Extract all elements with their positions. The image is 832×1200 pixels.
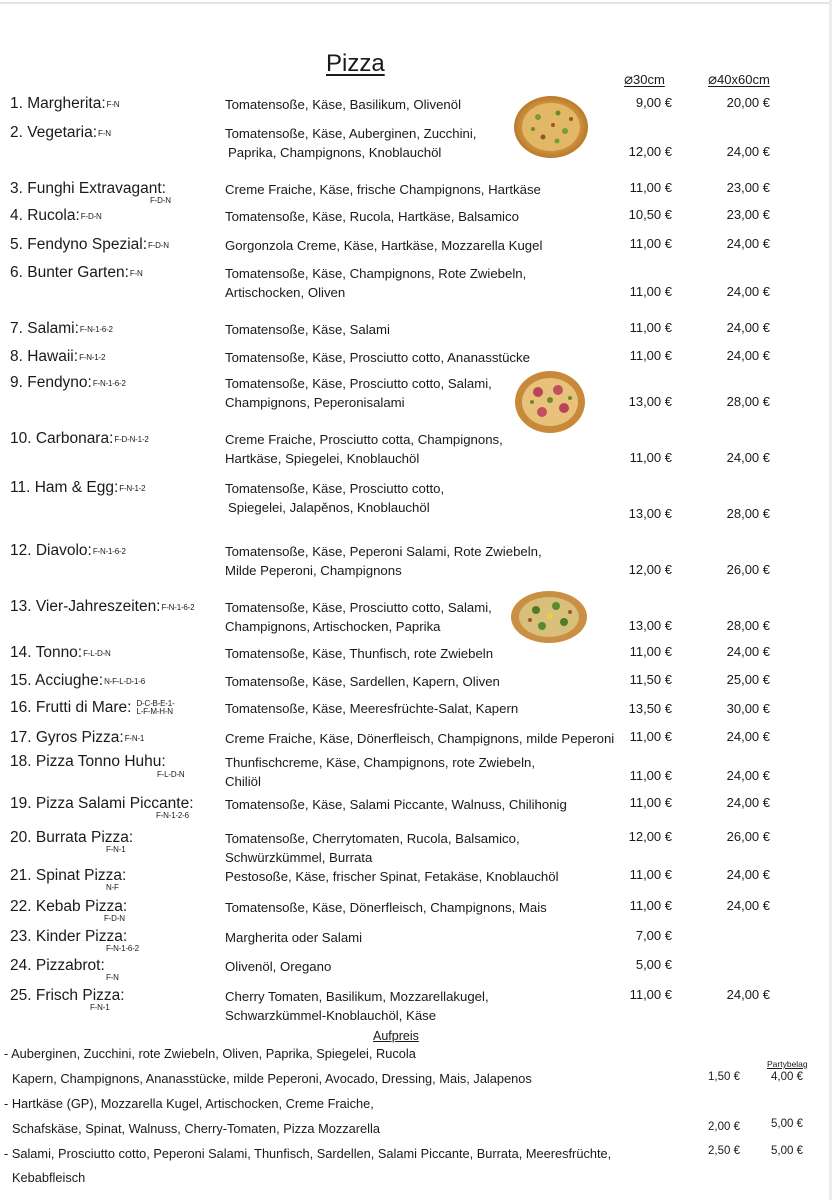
item-name: [10, 348, 105, 367]
item-name: [10, 928, 127, 946]
extras-price: 1,50 €: [708, 1071, 740, 1083]
price-30cm: 7,00 €: [635, 928, 672, 943]
item-description: [225, 898, 547, 917]
allergen-code: N-F: [106, 883, 119, 892]
item-name-text: 25. Frisch Pizza:: [10, 987, 125, 1004]
price-40x60cm: 23,00 €: [726, 207, 770, 222]
item-name-text: 21. Spinat Pizza:: [10, 867, 127, 884]
description-line: Margherita oder Salami: [225, 930, 363, 945]
price-30cm: 11,00 €: [629, 729, 672, 744]
description-line: Olivenöl, Oregano: [225, 959, 332, 974]
item-name: [10, 753, 166, 771]
price-30cm: 12,00 €: [628, 144, 672, 159]
item-name: [10, 699, 174, 717]
price-30cm: 12,00 €: [628, 562, 672, 577]
item-description: [225, 95, 461, 114]
item-description: [225, 928, 362, 947]
description-line: Champignons, Artischocken, Paprika: [225, 619, 441, 634]
price-30cm: 11,00 €: [629, 644, 672, 659]
item-description: [225, 957, 331, 976]
allergen-code: F-N-1-6-2: [79, 325, 113, 334]
item-description: [225, 795, 567, 814]
item-name-text: 12. Diavolo:: [10, 542, 92, 559]
extras-line: Schafskäse, Spinat, Walnuss, Cherry-Tomaten, Pizza Mozzarella: [12, 1121, 380, 1136]
item-name-text: 11. Ham & Egg:: [10, 479, 119, 496]
allergen-code: F-N-1-6-2: [106, 944, 139, 953]
allergen-code: F-N-1-2: [79, 353, 106, 362]
extras-party-price: 5,00 €: [771, 1118, 803, 1130]
allergen-code: F-N: [129, 269, 143, 278]
item-description: [225, 348, 530, 367]
item-description: [225, 753, 535, 791]
price-40x60cm: 28,00 €: [726, 394, 770, 409]
item-name: [10, 95, 119, 114]
price-30cm: 11,00 €: [629, 348, 672, 363]
extras-title: Aufpreis: [373, 1029, 419, 1043]
allergen-code: F-N-1: [90, 1003, 110, 1012]
description-line: Tomatensoße, Käse, Prosciutto cotto, Salami,: [225, 376, 492, 391]
item-name: [10, 542, 126, 561]
description-line: Tomatensoße, Käse, Salami Piccante, Walnuss, Chilihonig: [225, 797, 567, 812]
extras-line: - Hartkäse (GP), Mozzarella Kugel, Artischocken, Creme Fraiche,: [4, 1096, 374, 1111]
item-name-text: 3. Funghi Extravagant:: [10, 180, 166, 197]
price-40x60cm: 30,00 €: [726, 701, 770, 716]
price-40x60cm: 26,00 €: [726, 829, 770, 844]
price-30cm: 11,00 €: [629, 898, 672, 913]
column-header-40x60cm: [708, 70, 770, 88]
description-line: Champignons, Peperonisalami: [225, 395, 405, 410]
price-30cm: 11,50 €: [629, 672, 672, 687]
item-name-text: 2. Vegetaria:: [10, 124, 98, 141]
item-name-text: 7. Salami:: [10, 320, 79, 337]
item-description: [225, 672, 500, 691]
item-name: [10, 236, 169, 255]
allergen-code: F-N: [98, 129, 111, 138]
item-name-text: 22. Kebab Pizza:: [10, 898, 128, 915]
item-name: [10, 207, 102, 226]
price-40x60cm: 26,00 €: [726, 562, 770, 577]
item-name: [10, 957, 105, 975]
item-name: [10, 829, 133, 847]
item-description: [225, 829, 520, 867]
column-header-30cm-label: 30cm: [633, 72, 665, 87]
extras-price: 2,50 €: [708, 1145, 740, 1157]
price-30cm: 11,00 €: [629, 180, 672, 195]
item-name: [10, 430, 149, 449]
item-name: [10, 180, 166, 198]
allergen-code: F-N-1: [124, 734, 145, 743]
allergen-code: F-L-D-N: [83, 649, 111, 658]
price-40x60cm: 24,00 €: [726, 450, 770, 465]
menu-title: Pizza: [326, 50, 385, 77]
price-30cm: 5,00 €: [635, 957, 672, 972]
item-description: [225, 699, 518, 718]
column-header-30cm: [624, 70, 665, 88]
item-description: [225, 207, 519, 226]
allergen-code: F-D-N: [80, 212, 102, 221]
item-description: [225, 987, 489, 1025]
item-name-text: 23. Kinder Pizza:: [10, 928, 128, 945]
allergen-code: F-N-1: [106, 845, 126, 854]
description-line: Schwarzkümmel-Knoblauchöl, Käse: [225, 1008, 437, 1023]
allergen-code: F-N: [106, 100, 120, 109]
item-name-text: 14. Tonno:: [10, 644, 83, 661]
description-line: Tomatensoße, Käse, Thunfisch, rote Zwiebeln: [225, 646, 494, 661]
item-name-text: 1. Margherita:: [10, 95, 106, 112]
price-40x60cm: 24,00 €: [726, 898, 770, 913]
description-line: Spiegelei, Jalapěnos, Knoblauchöl: [228, 500, 430, 515]
item-description: [225, 180, 541, 199]
extras-price: 2,00 €: [708, 1121, 740, 1133]
top-border: [0, 2, 832, 4]
description-line: Schwürzkümmel, Burrata: [225, 850, 373, 865]
item-name-text: 8. Hawaii:: [10, 348, 79, 365]
item-name: [10, 374, 126, 393]
price-30cm: 11,00 €: [629, 236, 672, 251]
extras-line: - Salami, Prosciutto cotto, Peperoni Salami, Thunfisch, Sardellen, Salami Piccante, Burrata, Meeresfrüchte,: [4, 1146, 612, 1161]
item-description: [225, 320, 390, 339]
item-description: [225, 479, 444, 517]
item-description: [225, 729, 614, 748]
price-30cm: 11,00 €: [629, 450, 672, 465]
price-30cm: 12,00 €: [628, 829, 672, 844]
allergen-code: F-N-1-2-6: [156, 811, 189, 820]
description-line: Pestosoße, Käse, frischer Spinat, Fetakäse, Knoblauchöl: [225, 869, 559, 884]
item-description: [225, 264, 526, 302]
item-name-text: 24. Pizzabrot:: [10, 957, 105, 974]
price-40x60cm: 24,00 €: [726, 987, 770, 1002]
allergen-code-line: L-F-M-H-N: [136, 706, 173, 716]
price-40x60cm: 24,00 €: [726, 795, 770, 810]
description-line: Artischocken, Oliven: [225, 285, 346, 300]
item-name: [10, 124, 111, 143]
item-description: [225, 644, 493, 663]
description-line: Tomatensoße, Käse, Champignons, Rote Zwiebeln,: [225, 266, 527, 281]
item-name-text: 10. Carbonara:: [10, 430, 114, 447]
description-line: Creme Fraiche, Prosciutto cotta, Champignons,: [225, 432, 503, 447]
description-line: Tomatensoße, Cherrytomaten, Rucola, Balsamico,: [225, 831, 520, 846]
item-description: [225, 374, 492, 412]
allergen-code: F-N-1-6-2: [92, 379, 126, 388]
price-40x60cm: 24,00 €: [726, 729, 770, 744]
item-name-text: 18. Pizza Tonno Huhu:: [10, 753, 166, 770]
pizza-margherita-photo: [513, 95, 589, 159]
item-name: [10, 795, 194, 813]
description-line: Tomatensoße, Käse, Salami: [225, 322, 390, 337]
item-name-text: 19. Pizza Salami Piccante:: [10, 795, 194, 812]
allergen-code: F-N-1-2: [119, 484, 146, 493]
description-line: Thunfischcreme, Käse, Champignons, rote Zwiebeln,: [225, 755, 536, 770]
pizza-fendyno-photo: [514, 370, 586, 434]
allergen-code: [135, 700, 174, 716]
item-name-text: 4. Rucola:: [10, 207, 80, 224]
price-30cm: 13,00 €: [628, 618, 672, 633]
description-line: Milde Peperoni, Champignons: [225, 563, 402, 578]
item-description: [225, 236, 542, 255]
party-label: Partybelag: [767, 1059, 808, 1069]
price-40x60cm: 24,00 €: [726, 348, 770, 363]
price-30cm: 10,50 €: [628, 207, 672, 222]
price-40x60cm: 25,00 €: [726, 672, 770, 687]
item-description: [225, 542, 542, 580]
item-name-text: 17. Gyros Pizza:: [10, 729, 124, 746]
description-line: Tomatensoße, Käse, Basilikum, Olivenöl: [225, 97, 462, 112]
price-30cm: 11,00 €: [629, 284, 672, 299]
allergen-code-line: D-C-B-E-1-: [136, 698, 175, 708]
item-name: [10, 598, 194, 617]
item-name: [10, 987, 125, 1005]
description-line: Gorgonzola Creme, Käse, Hartkäse, Mozzarella Kugel: [225, 238, 543, 253]
item-name: [10, 729, 144, 748]
description-line: Hartkäse, Spiegelei, Knoblauchöl: [225, 451, 420, 466]
item-name: [10, 867, 126, 885]
price-30cm: 13,50 €: [628, 701, 672, 716]
extras-party-price: 4,00 €: [771, 1071, 803, 1083]
item-name: [10, 898, 127, 916]
item-name: [10, 672, 145, 691]
price-40x60cm: 20,00 €: [726, 95, 770, 110]
allergen-code: F-L-D-N: [157, 770, 185, 779]
item-description: [225, 124, 476, 162]
allergen-code: N-F-L-D-1-6: [104, 677, 145, 686]
description-line: Creme Fraiche, Käse, Dönerfleisch, Champignons, milde Peperoni: [225, 731, 615, 746]
price-40x60cm: 23,00 €: [726, 180, 770, 195]
item-name-text: 6. Bunter Garten:: [10, 264, 129, 281]
price-30cm: 9,00 €: [635, 95, 672, 110]
price-40x60cm: 24,00 €: [726, 768, 770, 783]
description-line: Tomatensoße, Käse, Sardellen, Kapern, Oliven: [225, 674, 500, 689]
description-line: Tomatensoße, Käse, Rucola, Hartkäse, Balsamico: [225, 209, 519, 224]
description-line: Tomatensoße, Käse, Auberginen, Zucchini,: [225, 126, 477, 141]
description-line: Paprika, Champignons, Knoblauchöl: [228, 145, 442, 160]
price-30cm: 13,00 €: [628, 394, 672, 409]
allergen-code: F-D-N: [148, 241, 169, 250]
item-name-text: 20. Burrata Pizza:: [10, 829, 134, 846]
price-40x60cm: 28,00 €: [726, 618, 770, 633]
price-30cm: 11,00 €: [629, 795, 672, 810]
price-30cm: 13,00 €: [628, 506, 672, 521]
item-description: [225, 598, 492, 636]
item-name: [10, 264, 143, 283]
item-name-text: 15. Acciughe:: [10, 672, 104, 689]
price-40x60cm: 24,00 €: [726, 867, 770, 882]
item-name-text: 5. Fendyno Spezial:: [10, 236, 148, 253]
allergen-code: F-D-N: [150, 196, 171, 205]
item-name-text: 13. Vier-Jahreszeiten:: [10, 598, 161, 615]
price-40x60cm: 28,00 €: [726, 506, 770, 521]
extras-line: Kebabfleisch: [12, 1170, 86, 1185]
diameter-icon: ⌀: [708, 71, 718, 88]
price-30cm: 11,00 €: [629, 867, 672, 882]
item-description: [225, 867, 559, 886]
item-name-text: 9. Fendyno:: [10, 374, 92, 391]
price-40x60cm: 24,00 €: [726, 284, 770, 299]
description-line: Tomatensoße, Käse, Prosciutto cotto, Ananasstücke: [225, 350, 530, 365]
item-name: [10, 479, 145, 498]
item-description: [225, 430, 503, 468]
extras-party-price: 5,00 €: [771, 1145, 803, 1157]
price-30cm: 11,00 €: [629, 987, 672, 1002]
pizza-vier-jahreszeiten-photo: [510, 590, 588, 644]
description-line: Tomatensoße, Käse, Prosciutto cotto, Salami,: [225, 600, 492, 615]
allergen-code: F-D-N: [104, 914, 125, 923]
description-line: Cherry Tomaten, Basilikum, Mozzarellakugel,: [225, 989, 489, 1004]
item-name: [10, 320, 113, 339]
description-line: Tomatensoße, Käse, Peperoni Salami, Rote Zwiebeln,: [225, 544, 542, 559]
diameter-icon: ⌀: [624, 71, 634, 88]
description-line: Creme Fraiche, Käse, frische Champignons, Hartkäse: [225, 182, 541, 197]
allergen-code: F-N: [106, 973, 119, 982]
price-30cm: 11,00 €: [629, 320, 672, 335]
price-40x60cm: 24,00 €: [726, 644, 770, 659]
item-name: [10, 644, 111, 663]
description-line: Chiliöl: [225, 774, 261, 789]
description-line: Tomatensoße, Käse, Dönerfleisch, Champignons, Mais: [225, 900, 547, 915]
extras-line: Kapern, Champignons, Ananasstücke, milde Peperoni, Avocado, Dressing, Mais, Jalapenos: [12, 1071, 532, 1086]
price-30cm: 11,00 €: [629, 768, 672, 783]
allergen-code: F-N-1-6-2: [92, 547, 126, 556]
price-40x60cm: 24,00 €: [726, 320, 770, 335]
price-40x60cm: 24,00 €: [726, 144, 770, 159]
allergen-code: F-D-N-1-2: [114, 435, 149, 444]
item-name-text: 16. Frutti di Mare:: [10, 699, 132, 716]
allergen-code: F-N-1-6-2: [161, 603, 195, 612]
description-line: Tomatensoße, Käse, Prosciutto cotto,: [225, 481, 445, 496]
price-40x60cm: 24,00 €: [726, 236, 770, 251]
column-header-40x60cm-label: 40x60cm: [717, 72, 770, 87]
extras-line: - Auberginen, Zucchini, rote Zwiebeln, Oliven, Paprika, Spiegelei, Rucola: [4, 1046, 416, 1061]
description-line: Tomatensoße, Käse, Meeresfrüchte-Salat, Kapern: [225, 701, 519, 716]
